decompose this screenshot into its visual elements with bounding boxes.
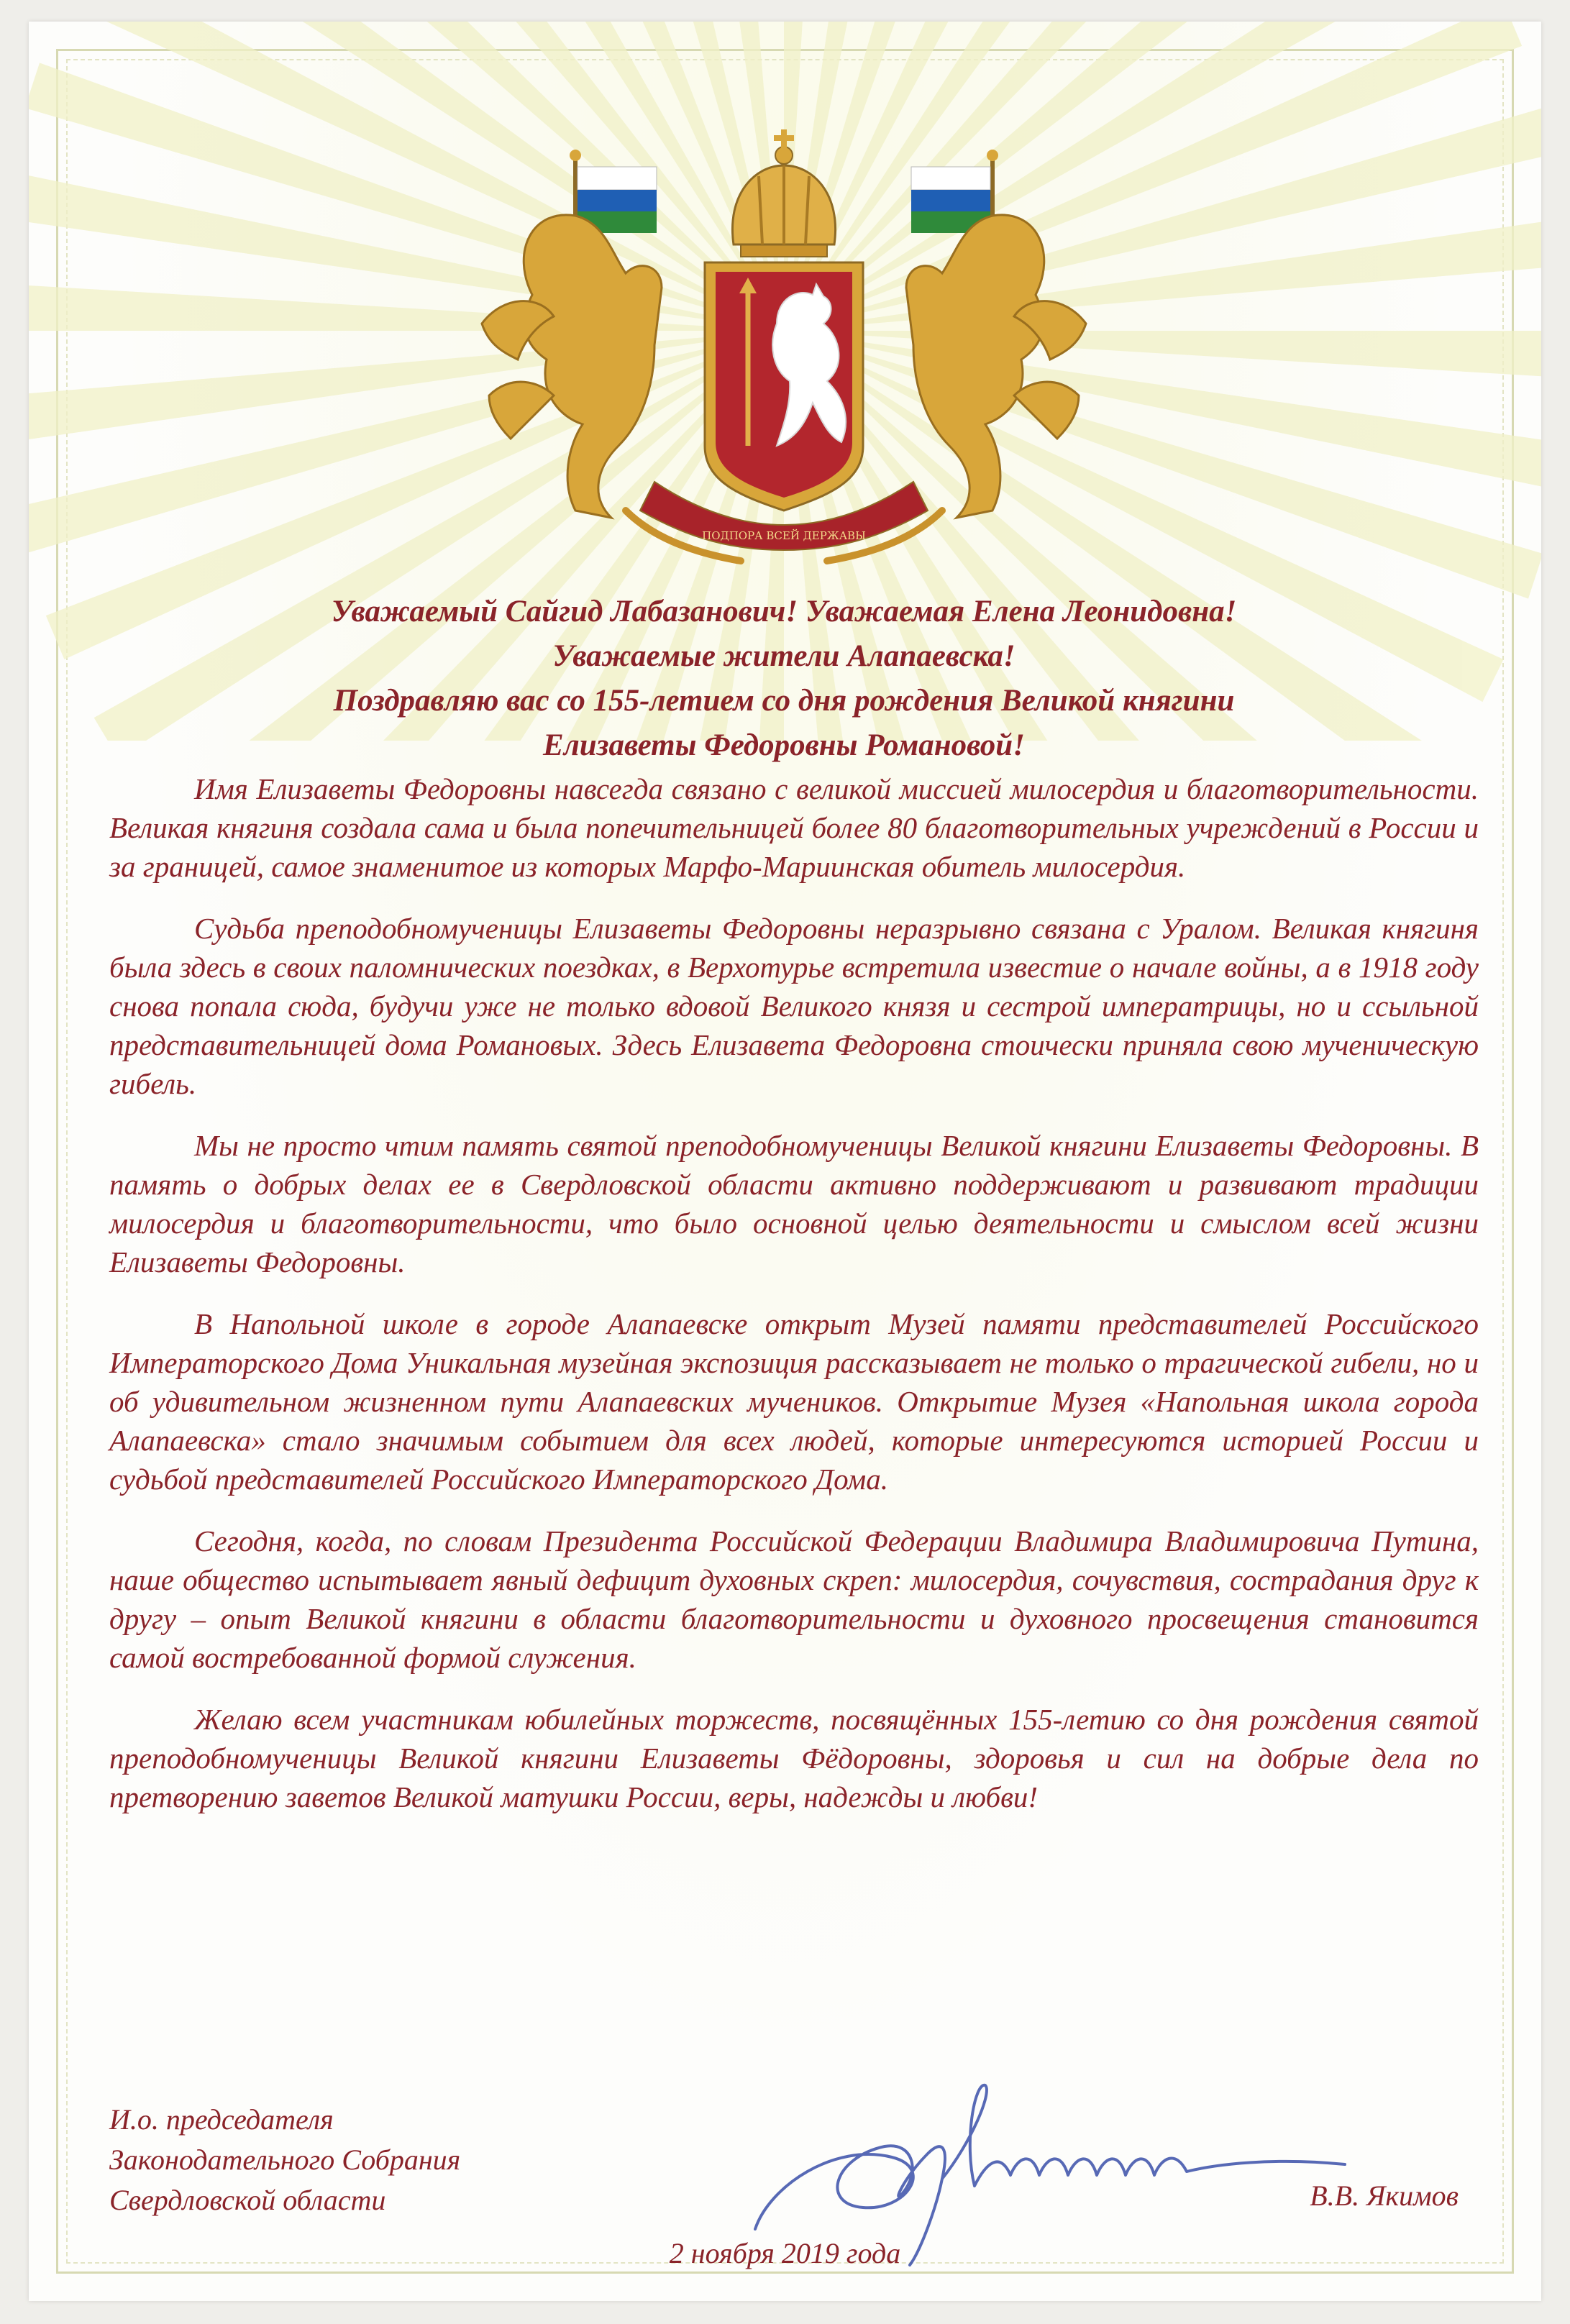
- greeting-line: Уважаемые жители Алапаевска!: [552, 639, 1016, 673]
- greeting-line: Уважаемый Сайгид Лабазанович! Уважаемая Елена Леонидовна!: [331, 595, 1237, 628]
- sverdlovsk-oblast-coat-of-arms-icon: [439, 108, 1129, 575]
- greeting-line: Поздравляю вас со 155-летием со дня рождения Великой княгини: [333, 684, 1235, 718]
- paragraph: Сегодня, когда, по словам Президента Российской Федерации Владимира Владимировича Путина, наше общество испытывает явный дефицит духовных скреп: милосердия, сочувствия, сострадания друг к другу – опыт Великой княгини в области благотворительности и духовного просвещения становится самой востребованной формой служения.: [109, 1524, 1479, 1674]
- certificate-sheet: [29, 22, 1541, 2301]
- signatory-title-line: И.о. председателя: [109, 2103, 334, 2136]
- signatory-title: [109, 2100, 460, 2220]
- paragraph: Мы не просто чтим память святой преподобномученицы Великой княгини Елизаветы Федоровны. В память о добрых делах ее в Свердловской области активно поддерживают и развивают традиции милосердия и благотворительности, что было основной целью деятельности и смыслом всей жизни Елизаветы Федоровны.: [109, 1129, 1479, 1278]
- signatory-title-line: Свердловской области: [109, 2184, 386, 2216]
- document-date: 2 ноября 2019 года: [669, 2237, 901, 2269]
- paragraph: Судьба преподобномученицы Елизаветы Федоровны неразрывно связана с Уралом. Великая княгиня была здесь в своих паломнических поездках, в Верхотурье встретила известие о начале войны, а в 1918 году снова попала сюда, будучи уже не только вдовой Великого князя и сестрой императрицы, но и ссыльной представительницей дома Романовых. Здесь Елизавета Федоровна стоически приняла свою мученическую гибель.: [109, 912, 1479, 1100]
- motto-text: ПОДПОРА ВСЕЙ ДЕРЖАВЫ: [702, 529, 866, 542]
- paragraph: В Напольной школе в городе Алапаевске открыт Музей памяти представителей Российского Императорского Дома Уникальная музейная экспозиция рассказывает не только о трагической гибели, но и об удивительном жизненном пути Алапаевских мучеников. Открытие Музея «Напольная школа города Алапаевска» стало значимым событием для всех людей, которые интересуются историей России и судьбой представителей Российского Императорского Дома.: [109, 1307, 1479, 1496]
- greeting-heading: [216, 590, 1352, 768]
- paragraph: Имя Елизаветы Федоровны навсегда связано с великой миссией милосердия и благотворительности. Великая княгиня создала сама и была попечительницей более 80 благотворительных учреждений в России и за границей, самое знаменитое из которых Марфо-Мариинская обитель милосердия.: [109, 772, 1479, 883]
- signatory-name: В.В. Якимов: [1310, 2179, 1459, 2212]
- letter-body: [109, 769, 1479, 1839]
- signatory-title-line: Законодательного Собрания: [109, 2144, 461, 2176]
- greeting-line: Елизаветы Федоровны Романовой!: [543, 728, 1025, 762]
- paragraph: Желаю всем участникам юбилейных торжеств, посвящённых 155-летию со дня рождения святой преподобномученицы Великой княгини Елизаветы Фёдоровны, здоровья и сил на добрые дела по претворению заветов Великой матушки России, веры, надежды и любви!: [109, 1703, 1479, 1813]
